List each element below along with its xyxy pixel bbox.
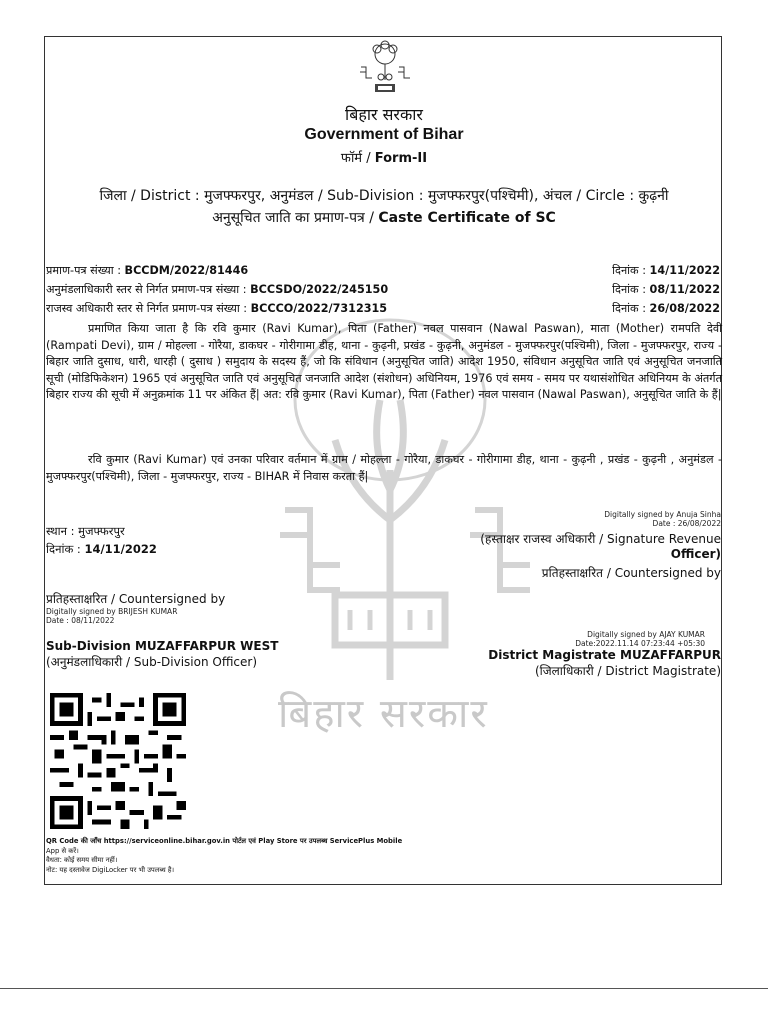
district-line: जिला / District : मुजफ्फरपुर, अनुमंडल / Sub-Division : मुजफ्फरपुर(पश्चिमी), अंचल / Circle : कुढ़नी [99, 188, 669, 204]
date-line: दिनांक : 14/11/2022 [46, 542, 157, 556]
bihar-emblem-icon [354, 40, 416, 98]
form-label: फॉर्म / Form-II [340, 151, 428, 166]
qr-note: QR Code की जाँच https://serviceonline.bihar.gov.in पोर्टल एवं Play Store पर उपलब्ध ServicePlus Mobile App से करें। वैधता: कोई समय सीमा नहीं। नोट: यह दस्तावेज DigiLocker पर भी उपलब्ध है। [46, 837, 403, 874]
dm-signature: Digitally signed by AJAY KUMAR Date:2022.11.14 07:23:44 +05:30 District Magistrate MUZAFFARPUR (जिलाधिकारी / District Magistrate) [488, 630, 721, 678]
reference-row: प्रमाण-पत्र संख्या : BCCDM/2022/81446 दिनांक : 14/11/2022 [46, 264, 720, 277]
header-title-hindi: बिहार सरकार [345, 105, 423, 124]
certificate-title: अनुसूचित जाति का प्रमाण-पत्र / Caste Certificate of SC [212, 210, 556, 226]
residence-paragraph: रवि कुमार (Ravi Kumar) एवं उनका परिवार वर्तमान में ग्राम / मोहल्ला - गोरैया, डाकघर - गोरीगामा डीह, थाना - कुढ़नी , प्रखंड - कुढ़नी , अनुमंडल - मुजफ्फरपुर(पश्चिमी), जिला - मुजफ्फरपुर, राज्य - BIHAR में निवास करता हैं| [46, 453, 722, 483]
sdo-countersign: प्रतिहस्ताक्षरित / Countersigned by Digitally signed by BRIJESH KUMAR Date : 08/11/2022 Sub-Division MUZAFFARPUR WEST (अनुमंडलाधिकारी / Sub-Division Officer) [46, 592, 279, 669]
qr-code [50, 691, 186, 831]
reference-row: अनुमंडलाधिकारी स्तर से निर्गत प्रमाण-पत्र संख्या : BCCSDO/2022/245150 दिनांक : 08/11/2022 [46, 283, 720, 296]
reference-row: राजस्व अधिकारी स्तर से निर्गत प्रमाण-पत्र संख्या : BCCCO/2022/7312315 दिनांक : 26/08/2022 [46, 302, 720, 315]
certificate-body-paragraph: प्रमाणित किया जाता है कि रवि कुमार (Ravi Kumar), पिता (Father) नवल पासवान (Nawal Paswan), माता (Mother) रामपति देवी (Rampati Devi), ग्राम / मोहल्ला - गोरैया, डाकघर - गोरीगामा डीह, थाना - कुढ़नी, प्रखंड - कुढ़नी, अनुमंडल - मुजफ्फरपुर(पश्चिमी), जिला - मुजफ्फरपुर, राज्य - बिहार जाति दुसाध, धारी, धारही ( दुसाध ) समुदाय के सदस्य हैं, जो कि संविधान (अनुसूचित जाति) आदेश 1950, संविधान अनुसूचित जाति एवं अनुसूचित जनजाति सूची (मोडिफिकेशन) 1965 एवं अनुसूचित जाति एवं अनुसूचित जनजाति आदेश (संशोधन) अधिनियम, 1976 एवं समय - समय पर यथासंशोधित अधिनियम के अंतर्गत बिहार राज्य की सूची में अनुक्रमांक 11 पर अंकित हैं| अत: रवि कुमार (Ravi Kumar), पिता (Father) नवल पासवान (Nawal Paswan), अनुसूचित जाति के हैं| [46, 322, 722, 401]
watermark-text: बिहार सरकार [278, 691, 489, 737]
place-line: स्थान : मुजफ्फरपुर [46, 524, 125, 538]
revenue-officer-signature: Digitally signed by Anuja Sinha Date : 26/08/2022 (हस्ताक्षर राजस्व अधिकारी / Signature Revenue Officer) प्रतिहस्ताक्षरित / Countersigned by [480, 510, 721, 580]
header-title-english: Government of Bihar [304, 126, 464, 143]
page-divider [0, 988, 768, 989]
